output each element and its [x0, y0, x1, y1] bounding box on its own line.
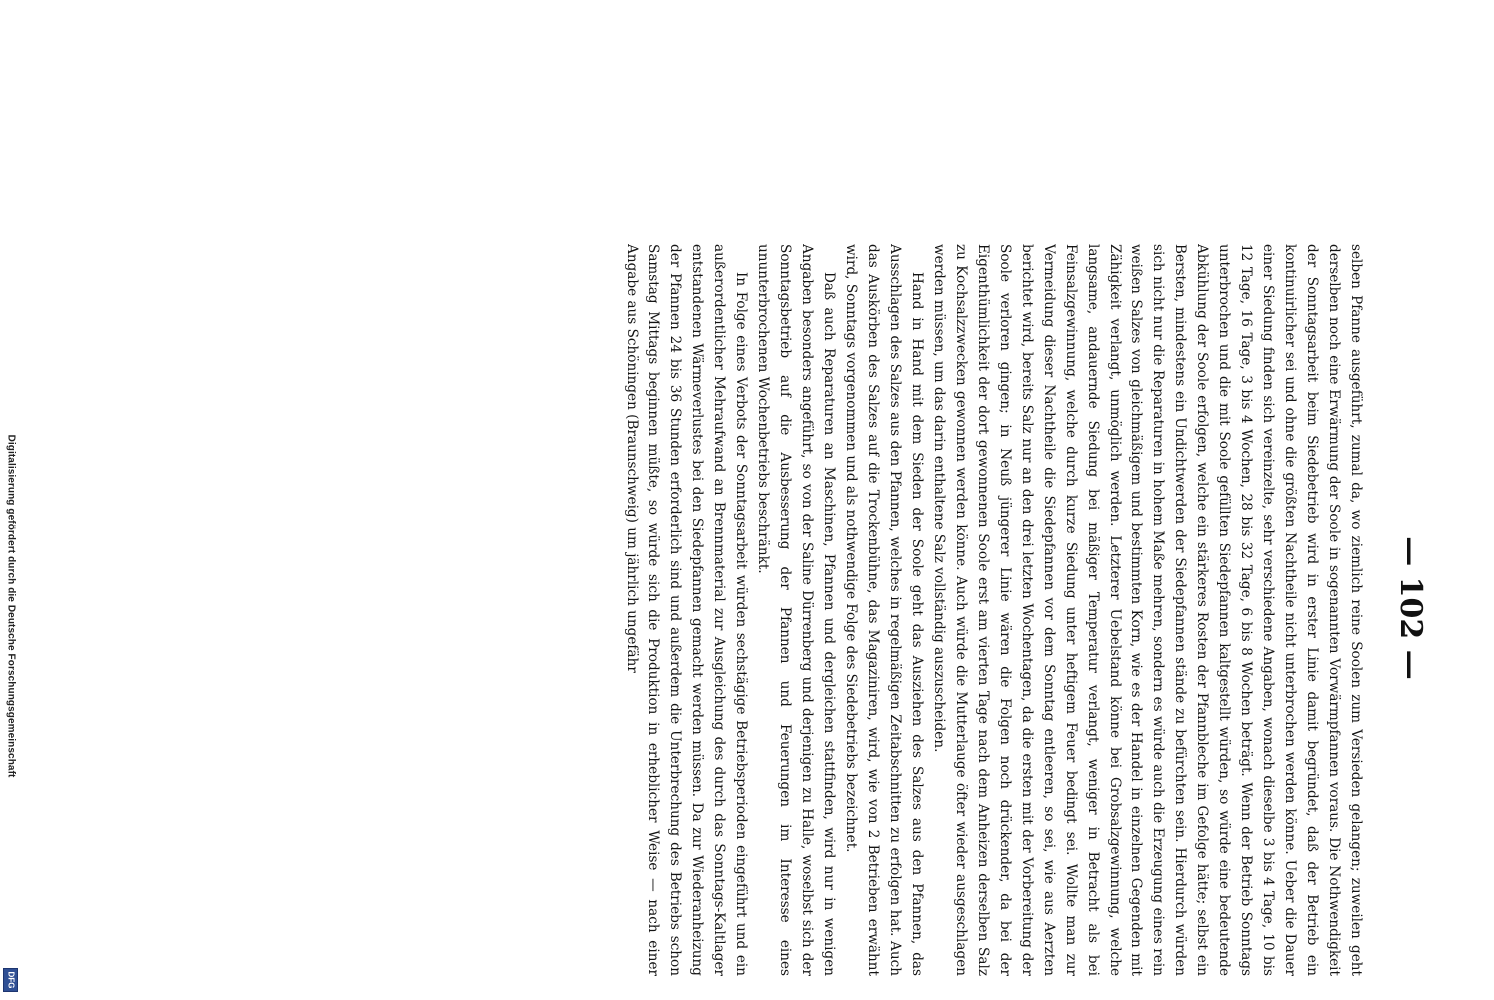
paragraph-1: selben Pfanne ausgeführt, zumal da, wo ziemlich reine Soolen zum Versieden gelangen; zuweilen geht derselben noch eine Erwärmung der Soole in sogenannten Vorwärmpfannen voraus. Die Nothwendigkeit der Sonntagsarbeit beim Siedebetrieb wird in erster Linie damit begründet, daß der Betrieb ein kontinuirlicher sei und ohne die größten Nachtheile nicht unterbrochen werden könne. Ueber die Dauer einer Siedung finden sich vereinzelte, sehr verschiedene Angaben, wonach dieselbe 3 bis 4 Tage, 10 bis 12 Tage, 16 Tage, 3 bis 4 Wochen, 28 bis 32 Tage, 6 bis 8 Wochen beträgt. Wenn der Betrieb Sonntags unterbrochen und die mit Soole gefüllten Siedepfannen kaltgestellt würden, so würde eine bedeutende Abkühlung der Soole erfolgen, welche ein stärkeres Rosten der Pfannbleche im Gefolge hätte; selbst ein Bersten, mindestens ein Undichtwerden der Siedepfannen stände zu befürchten sein. Hierdurch würden sich nicht nur die Reparaturen in hohem Maße mehren, sondern es würde auch die Erzeugung eines rein weißen Salzes von gleichmäßigem und bestimmten Korn, wie es der Handel in einzelnen Gegenden mit Zähigkeit verlangt, unmöglich werden. Letzterer Uebelstand könne bei Grobsalzgewinnung, welche langsame, andauernde Siedung bei mäßiger Temperatur verlangt, weniger in Betracht als bei Feinsalzgewinnung, welche durch kurze Siedung unter heftigem Feuer bedingt sei. Wollte man zur Vermeidung dieser Nachtheile die Siedepfannen vor dem Sonntag entleeren, so sei, wie aus Aerzten berichtet wird, bereits Salz nur an den drei letzten Wochentagen, da die ersten mit der Vorbereitung der Soole verloren gingen; in Neuß jüngerer Linie wären die Folgen noch drückender, da bei der Eigenthümlichkeit der dort gewonnenen Soole erst am vierten Tage nach dem Anheizen derselben Salz zu Kochsalzzwecken gewonnen werden könne. Auch würde die Mutterlauge öfter wieder ausgeschlagen werden müssen, um das darin enthaltene Salz vollständig auszuscheiden. — [930, 244, 1364, 976]
body-text — [346, 244, 1366, 976]
paragraph-2: Hand in Hand mit dem Sieden der Soole geht das Ausziehen des Salzes aus den Pfannen, das Ausschlagen des Salzes aus den Pfannen, welches in regelmäßigen Zeitabschnitten zu erfolgen hat. Auch das Auskörben des Salzes auf die Trockenbühne, das Magaziniren, wird, wie von 2 Betrieben erwähnt wird, Sonntags vorgenommen und als nothwendige Folge des Siedebetriebs bezeichnet. — [843, 244, 925, 976]
attribution-strip — [0, 0, 22, 1000]
page-number: — 102 — — [1393, 536, 1428, 680]
dfg-logo-text: DFG — [6, 971, 15, 989]
dfg-logo-icon — [3, 968, 18, 992]
paragraph-4: In Folge eines Verbots der Sonntagsarbeit würden sechstägige Betriebsperioden eingeführt und ein außerordentlicher Mehraufwand an Brennmaterial zur Ausgleichung des durch das Sonntags-Kaltlager entstandenen Wärmeverlustes bei den Siedepfannen gemacht werden müssen. Da zur Wiederanheizung der Pfannen 24 bis 36 Stunden erforderlich sind und außerdem die Unterbrechung des Betriebs schon Samstag Mittags beginnen müßte, so würde sich die Produktion in erheblicher Weise — nach einer Angabe aus Schöningen (Braunschweig) um jährlich ungefähr — [623, 244, 750, 976]
attribution-text: Digitalisierung gefördert durch die Deutsche Forschungsgemeinschaft — [5, 434, 17, 778]
paragraph-3: Daß auch Reparaturen an Maschinen, Pfannen und dergleichen stattfinden, wird nur in wenigen Angaben besonders angeführt, so von der Saline Dürrenberg und derjenigen zu Halle, woselbst sich der Sonntagsbetrieb auf die Ausbesserung der Pfannen und Feuerungen im Interesse eines ununterbrochenen Wochenbetriebs beschränkt. — [755, 244, 838, 976]
rotated-page-content — [300, 238, 1440, 978]
